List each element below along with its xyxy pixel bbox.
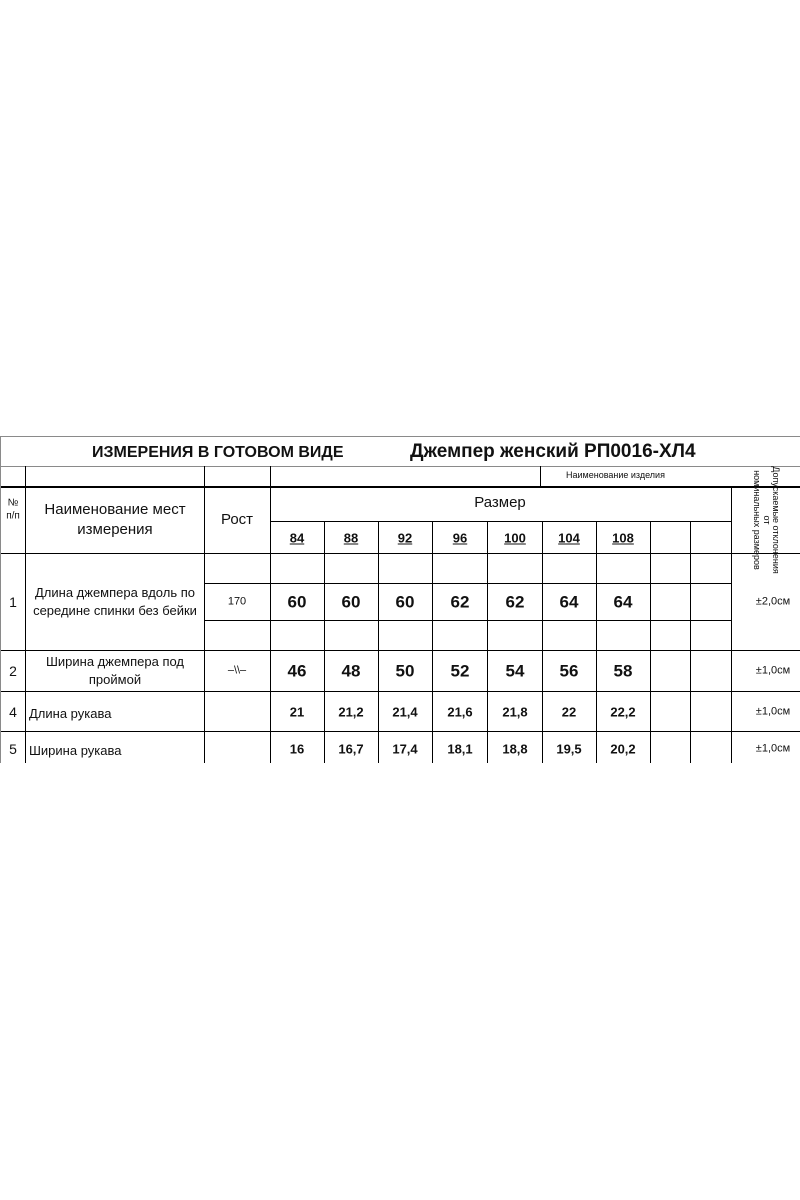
row-value: 20,2 <box>610 741 636 757</box>
row-value: 22 <box>561 704 577 720</box>
row-value: 62 <box>450 592 470 612</box>
row-value: 58 <box>613 661 633 681</box>
row-value: 18,8 <box>502 741 528 757</box>
row-rost: 170 <box>227 595 247 608</box>
row-value: 17,4 <box>392 741 418 757</box>
header-num: № п/п <box>6 497 20 522</box>
header-tolerance: Допускаемые отклонения от номинальных размеров <box>752 466 782 574</box>
row-measurement-name: Ширина рукава <box>29 743 122 758</box>
header-rost: Рост <box>220 510 254 528</box>
row-num: 1 <box>9 594 17 610</box>
row-num: 4 <box>9 704 17 720</box>
row-value: 52 <box>450 661 470 681</box>
row-value: 64 <box>613 592 633 612</box>
row-value: 60 <box>395 592 415 612</box>
row-measurement-name: Длина джемпера вдоль по середине спинки без бейки <box>33 584 197 618</box>
row-value: 46 <box>287 661 307 681</box>
row-num: 5 <box>9 741 17 757</box>
header-measurement-name: Наименование мест измерения <box>44 500 186 538</box>
row-tolerance: ±2,0см <box>755 595 791 608</box>
row-measurement-name: Ширина джемпера под проймой <box>45 653 185 687</box>
row-value: 64 <box>559 592 579 612</box>
row-value: 21,2 <box>338 704 364 720</box>
size-header: 88 <box>343 530 359 546</box>
row-value: 16,7 <box>338 741 364 757</box>
row-value: 22,2 <box>610 704 636 720</box>
row-value: 21,4 <box>392 704 418 720</box>
row-rost: –\\– <box>227 664 247 677</box>
row-value: 50 <box>395 661 415 681</box>
page-title: ИЗМЕРЕНИЯ В ГОТОВОМ ВИДЕ <box>92 444 344 461</box>
size-header: 108 <box>612 530 634 546</box>
size-header: 92 <box>397 530 413 546</box>
size-header: 84 <box>289 530 305 546</box>
product-caption: Наименование изделия <box>566 470 665 480</box>
size-header: 100 <box>504 530 526 546</box>
row-value: 54 <box>505 661 525 681</box>
row-value: 21,6 <box>447 704 473 720</box>
measurement-sheet <box>0 436 800 763</box>
row-tolerance: ±1,0см <box>755 664 791 677</box>
row-value: 21,8 <box>502 704 528 720</box>
row-tolerance: ±1,0см <box>755 742 791 755</box>
row-value: 60 <box>341 592 361 612</box>
size-header: 96 <box>452 530 468 546</box>
row-value: 19,5 <box>556 741 582 757</box>
row-num: 2 <box>9 663 17 679</box>
row-value: 21 <box>289 704 305 720</box>
product-name: Джемпер женский РП0016-ХЛ4 <box>410 441 696 462</box>
row-value: 16 <box>289 741 305 757</box>
row-value: 62 <box>505 592 525 612</box>
size-header: 104 <box>558 530 580 546</box>
row-value: 18,1 <box>447 741 473 757</box>
row-tolerance: ±1,0см <box>755 705 791 718</box>
row-value: 48 <box>341 661 361 681</box>
row-value: 56 <box>559 661 579 681</box>
row-measurement-name: Длина рукава <box>29 706 112 721</box>
row-value: 60 <box>287 592 307 612</box>
header-razmer: Размер <box>474 493 526 511</box>
